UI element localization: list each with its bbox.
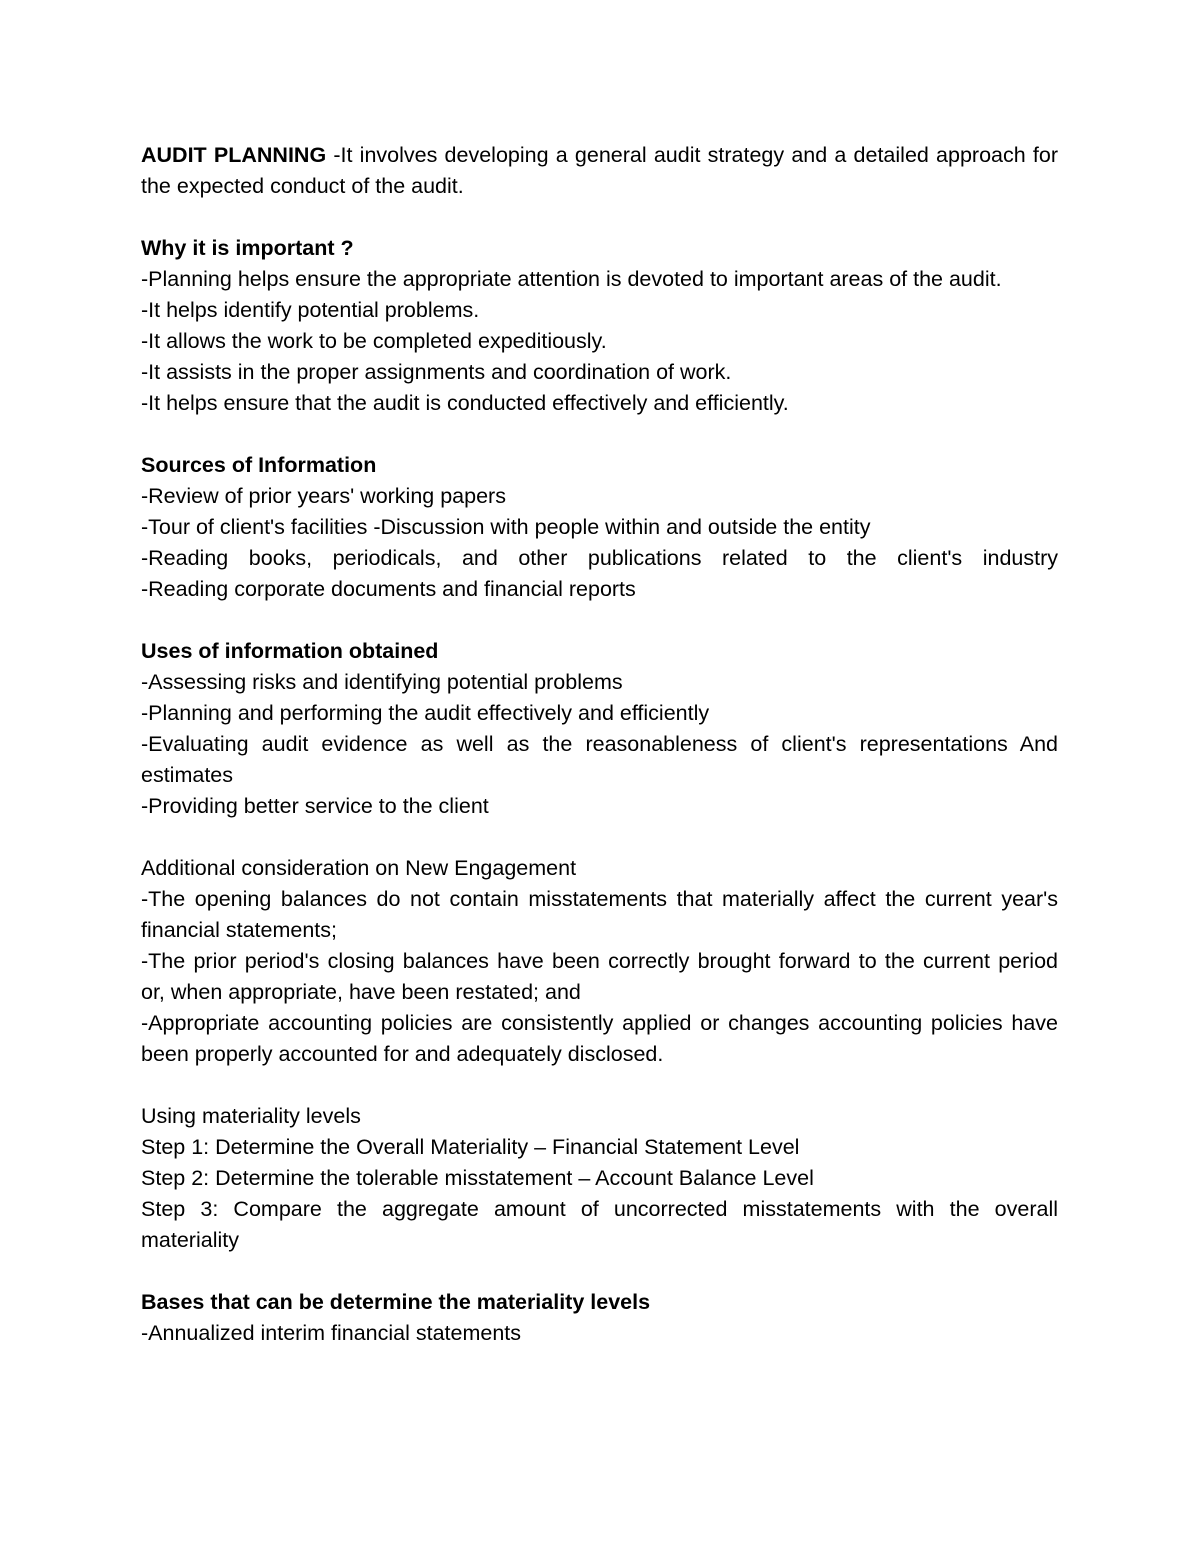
sources-item: -Review of prior years' working papers bbox=[141, 484, 506, 508]
spacer bbox=[141, 202, 1058, 233]
bases-section bbox=[141, 1287, 1058, 1349]
importance-heading: Why it is important ? bbox=[141, 236, 354, 260]
spacer bbox=[141, 605, 1058, 636]
importance-item: -It helps ensure that the audit is conducted effectively and efficiently. bbox=[141, 391, 789, 415]
materiality-step: Step 2: Determine the tolerable misstatement – Account Balance Level bbox=[141, 1166, 814, 1190]
sources-heading: Sources of Information bbox=[141, 453, 377, 477]
importance-item: -It allows the work to be completed expeditiously. bbox=[141, 329, 607, 353]
importance-item: -It assists in the proper assignments and coordination of work. bbox=[141, 360, 732, 384]
new-engagement-item: -The opening balances do not contain misstatements that materially affect the current year's financial statements; bbox=[141, 887, 1058, 942]
sources-item: -Tour of client's facilities -Discussion with people within and outside the entity bbox=[141, 515, 871, 539]
sources-item: -Reading books, periodicals, and other publications related to the client's industry bbox=[141, 546, 1058, 570]
spacer bbox=[141, 1070, 1058, 1101]
bases-heading: Bases that can be determine the materiality levels bbox=[141, 1290, 651, 1314]
importance-section bbox=[141, 233, 1058, 419]
importance-item: -It helps identify potential problems. bbox=[141, 298, 480, 322]
sources-section bbox=[141, 450, 1058, 605]
importance-item: -Planning helps ensure the appropriate attention is devoted to important areas of the audit. bbox=[141, 267, 1002, 291]
intro-paragraph bbox=[141, 140, 1058, 202]
spacer bbox=[141, 1256, 1058, 1287]
uses-heading: Uses of information obtained bbox=[141, 639, 439, 663]
materiality-heading: Using materiality levels bbox=[141, 1104, 361, 1128]
document-page bbox=[141, 140, 1058, 1349]
new-engagement-item: -Appropriate accounting policies are consistently applied or changes accounting policies have been properly accounted for and adequately disclosed. bbox=[141, 1011, 1058, 1066]
audit-planning-definition: -It involves developing a general audit strategy and a detailed approach for the expected conduct of the audit. bbox=[141, 143, 1059, 198]
materiality-section bbox=[141, 1101, 1058, 1256]
new-engagement-item: -The prior period's closing balances have been correctly brought forward to the current period or, when appropriate, have been restated; and bbox=[141, 949, 1058, 1004]
uses-item: -Planning and performing the audit effectively and efficiently bbox=[141, 701, 710, 725]
spacer bbox=[141, 822, 1058, 853]
uses-item: -Evaluating audit evidence as well as the reasonableness of client's representations And estimates bbox=[141, 732, 1058, 787]
uses-section bbox=[141, 636, 1058, 822]
spacer bbox=[141, 419, 1058, 450]
uses-item: -Assessing risks and identifying potential problems bbox=[141, 670, 623, 694]
uses-item: -Providing better service to the client bbox=[141, 794, 489, 818]
new-engagement-heading: Additional consideration on New Engagement bbox=[141, 856, 577, 880]
materiality-step: Step 1: Determine the Overall Materiality – Financial Statement Level bbox=[141, 1135, 800, 1159]
materiality-step: Step 3: Compare the aggregate amount of uncorrected misstatements with the overall materiality bbox=[141, 1197, 1058, 1252]
new-engagement-section bbox=[141, 853, 1058, 1070]
bases-item: -Annualized interim financial statements bbox=[141, 1321, 522, 1345]
audit-planning-term: AUDIT PLANNING bbox=[141, 143, 327, 167]
sources-item: -Reading corporate documents and financial reports bbox=[141, 577, 636, 601]
